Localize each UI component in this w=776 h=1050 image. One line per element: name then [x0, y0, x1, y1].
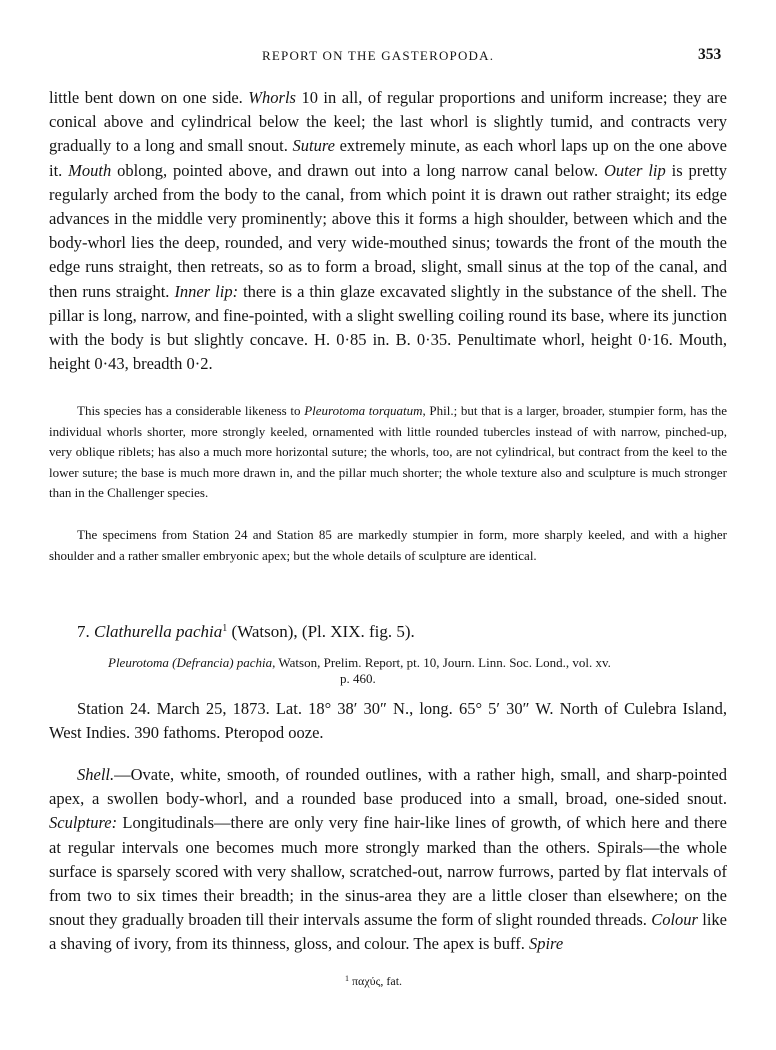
species-heading — [77, 622, 415, 642]
remarks-text: This species has a considerable likeness to — [77, 403, 305, 418]
footnote-reference: 1 — [222, 623, 228, 634]
description-text: is pretty regularly arched from the body to the canal, from which point it is drawn out rather straight; its edge advances in the middle very prominently; above this it forms a high shoulder, between which and the body-whorl lies the deep, rounded, and very wide-mouthed sinus; towards the front of the mouth the edge runs straight, then retreats, so as to form a broad, slight, small sinus at the top of the canal, and then runs straight. — [49, 160, 728, 301]
remarks-paragraph-2: The specimens from Station 24 and Station 85 are markedly stumpier in form, more sharply keeled, and with a higher shoulder and a rather smaller embryonic apex; but the whole details of sculpture are identical. — [49, 527, 727, 563]
spire-label: Spire — [528, 934, 564, 954]
description-text: 10 in all, of regular proportions and uniform increase; they are conical above and cylindrical below the keel; the last whorl is slightly tumid, and contracts very gradually to a long and small snout. — [49, 88, 727, 156]
footnote-marker: 1 — [345, 974, 349, 983]
shell-text: —Ovate, white, smooth, of rounded outlines, with a rather high, small, and sharp-pointed apex, a swollen body-whorl, and a rounded base produced into a small, broad, one-sided snout. — [49, 765, 727, 809]
inner-lip-label: Inner lip: — [174, 281, 239, 301]
species-number: 7. — [77, 622, 94, 641]
description-text: extremely minute, as each whorl laps up on the one above it. — [49, 136, 727, 180]
station-paragraph: Station 24. March 25, 1873. Lat. 18° 38′ 30″ N., long. 65° 5′ 30″ W. North of Culebra Island, West Indies. 390 fathoms. Pteropod ooze. — [49, 699, 727, 743]
synonym-subgenus: (Defrancia) pachia — [172, 655, 273, 670]
description-text: there is a thin glaze excavated slightly in the substance of the shell. The pillar is long, narrow, and fine-pointed, with a slight swelling coiling round its base, where its junction with the body is but slightly concave. H. 0·85 in. B. 0·35. Penultimate whorl, height 0·16. Mouth, height 0·43, breadth 0·2. — [49, 281, 727, 374]
shell-text: Longitudinals—there are only very fine hair-like lines of growth, of which here and there at regular intervals one becomes much more strongly marked than the others. Spirals—the whole surface is sparsely scored with very shallow, scratched-out, narrow furrows, parted by flat intervals of from two to six times their breadth; in the sinus-area they are a little closer than elsewhere; on the snout they gradually broaden till their intervals assume the form of slight rounded threads. — [49, 813, 727, 930]
continued-description-paragraph — [49, 86, 727, 376]
remarks-paragraph-1 — [49, 401, 727, 504]
synonymy-reference — [108, 653, 726, 672]
footnote-text: παχύς, fat. — [349, 974, 403, 988]
species-author-plate: (Watson), (Pl. XIX. fig. 5). — [227, 622, 415, 641]
running-title: REPORT ON THE GASTEROPODA. — [262, 48, 495, 63]
colour-label: Colour — [651, 910, 698, 930]
synonym-citation: , Watson, Prelim. Report, pt. 10, Journ. Linn. Soc. Lond., vol. xv. — [272, 655, 611, 670]
suture-label: Suture — [292, 136, 335, 156]
description-text: little bent down on one side. — [49, 88, 249, 107]
outer-lip-label: Outer lip — [603, 160, 666, 180]
description-text: oblong, pointed above, and drawn out into a long narrow canal below. — [111, 160, 604, 180]
footnote — [345, 974, 402, 989]
mouth-label: Mouth — [68, 160, 112, 180]
synonym-page-ref: p. 460. — [340, 671, 376, 686]
sculpture-label: Sculpture: — [49, 813, 118, 833]
remarks-text: , Phil.; but that is a larger, broader, stumpier form, has the individual whorls shorter, more strongly keeled, ornamented with little rounded tubercles instead of with narrow, pinched-up, very oblique riblets; has also a much more horizontal suture; the whorls, too, are not cylindrical, but contract from the keel to the lower suture; the base is much more drawn in, and the pillar much shorter; the whole texture also and sculpture is much stronger than in the Challenger species. — [49, 403, 728, 501]
page-number: 353 — [698, 46, 722, 63]
shell-label: Shell. — [77, 765, 115, 784]
compared-species-name: Pleurotoma torquatum — [304, 403, 423, 418]
shell-text: like a shaving of ivory, from its thinness, gloss, and colour. The apex is buff. — [49, 910, 727, 954]
running-header — [0, 46, 776, 68]
species-name: Clathurella pachia — [94, 622, 223, 641]
synonym-genus: Pleurotoma — [108, 655, 169, 670]
whorls-label: Whorls — [248, 88, 296, 107]
shell-description-paragraph — [49, 763, 727, 957]
